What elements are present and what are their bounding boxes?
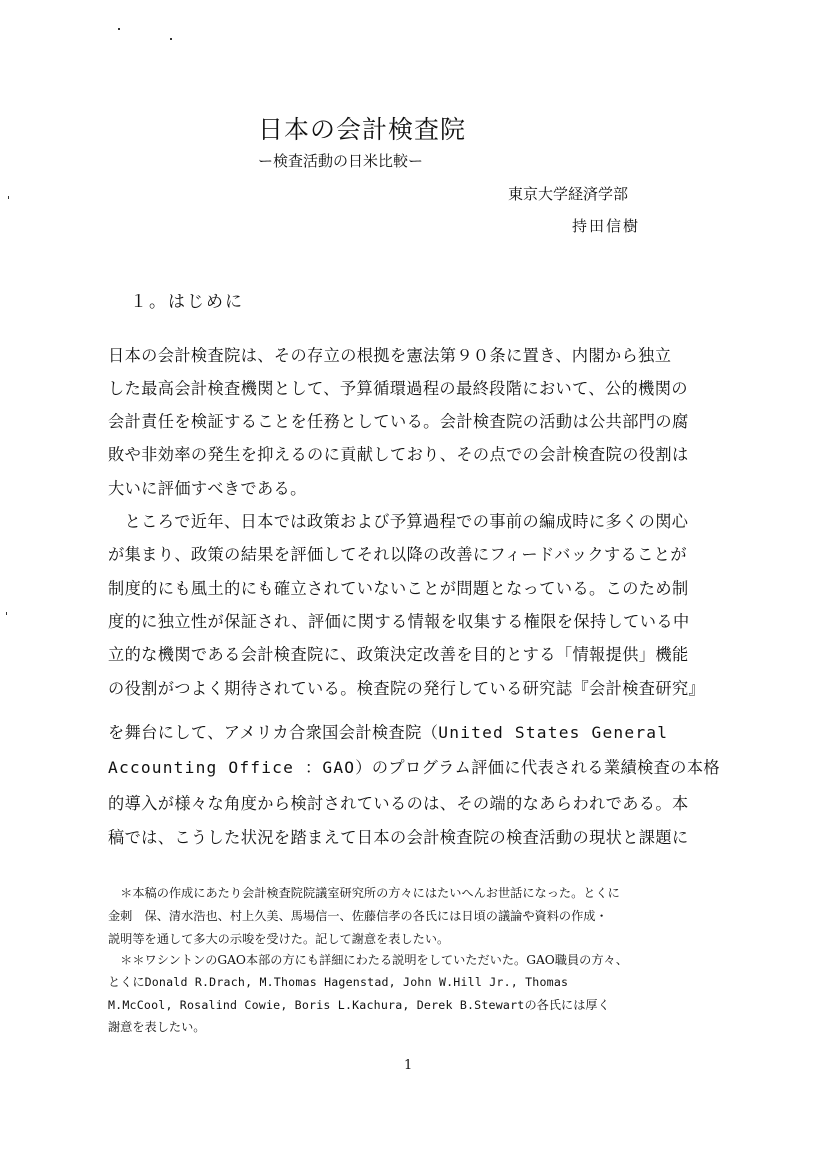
footnote-line [108,996,610,1014]
author-affiliation: 東京大学経済学部 [508,185,629,203]
document-subtitle: ー検査活動の日米比較ー [258,152,424,170]
section-heading: １。はじめに [130,292,244,312]
footnote-latin-text: Donald R.Drach, M.Thomas Hagenstad, John W.Hill Jr., Thomas [144,975,569,989]
body-line-latin-text: Accounting Office ：GAO [108,758,356,777]
author-name: 持田信樹 [572,217,641,235]
body-line: 敗や非効率の発生を抑えるのに貢献しており、その点での会計検査院の役割は [108,445,689,464]
body-line: 立的な機関である会計検査院に、政策決定改善を目的とする「情報提供」機能 [108,645,689,664]
footnote-line: 謝意を表したい。 [108,1020,206,1034]
footnote-text: の各氏には厚く [524,998,610,1012]
body-line: 日本の会計検査院は、その存立の根拠を憲法第９０条に置き、内閣から独立 [108,346,672,365]
document-title: 日本の会計検査院 [258,115,467,144]
body-line [108,757,720,779]
body-line-text: ）のプログラム評価に代表される業績検査の本格 [355,758,721,777]
footnote-line: 説明等を通して多大の示唆を受けた。記して謝意を表したい。 [108,932,450,946]
body-line: 稿では、こうした状況を踏まえて日本の会計検査院の検査活動の現状と課題に [108,828,689,847]
scan-speck [8,196,9,199]
footnote-line: ＊本稿の作成にあたり会計検査院院議室研究所の方々にはたいへんお世話になった。とくに [108,886,620,900]
scan-speck [118,28,120,30]
footnote-line [108,973,568,991]
body-line [108,722,668,744]
scan-speck [6,612,7,615]
scan-speck [170,38,172,40]
body-line: 大いに評価すべきである。 [108,479,307,498]
body-line-latin-text: United States General [438,723,669,742]
footnote-line: ＊＊ワシントンのGAO本部の方にも詳細にわたる説明をしていただいた。GAO職員の方々、 [108,953,628,967]
page-number: 1 [404,1058,413,1073]
body-line: 度的に独立性が保証され、評価に関する情報を収集する権限を保持している中 [108,612,690,631]
footnote-text: とくに [108,975,145,989]
footnote-latin-text: M.McCool, Rosalind Cowie, Boris L.Kachura, Derek B.Stewart [108,998,525,1012]
body-line-text: を舞台にして、アメリカ合衆国会計検査院（ [108,723,439,742]
body-line: 会計責任を検証することを任務としている。会計検査院の活動は公共部門の腐 [108,412,689,431]
body-line: 的導入が様々な角度から検討されているのは、その端的なあらわれである。本 [108,794,689,813]
body-line: した最高会計検査機関として、予算循環過程の最終段階において、公的機関の [108,379,688,398]
body-line: 制度的にも風土的にも確立されていないことが問題となっている。このため制 [108,579,689,598]
footnote-line: 金刺 保、清水浩也、村上久美、馬場信一、佐藤信孝の各氏には日頃の議論や資料の作成・ [108,909,608,923]
body-line: ところで近年、日本では政策および予算過程での事前の編成時に多くの関心 [108,512,689,531]
body-line: が集まり、政策の結果を評価してそれ以降の改善にフィードバックすることが [108,545,687,564]
body-line: の役割がつよく期待されている。検査院の発行している研究誌『会計検査研究』 [108,679,706,698]
